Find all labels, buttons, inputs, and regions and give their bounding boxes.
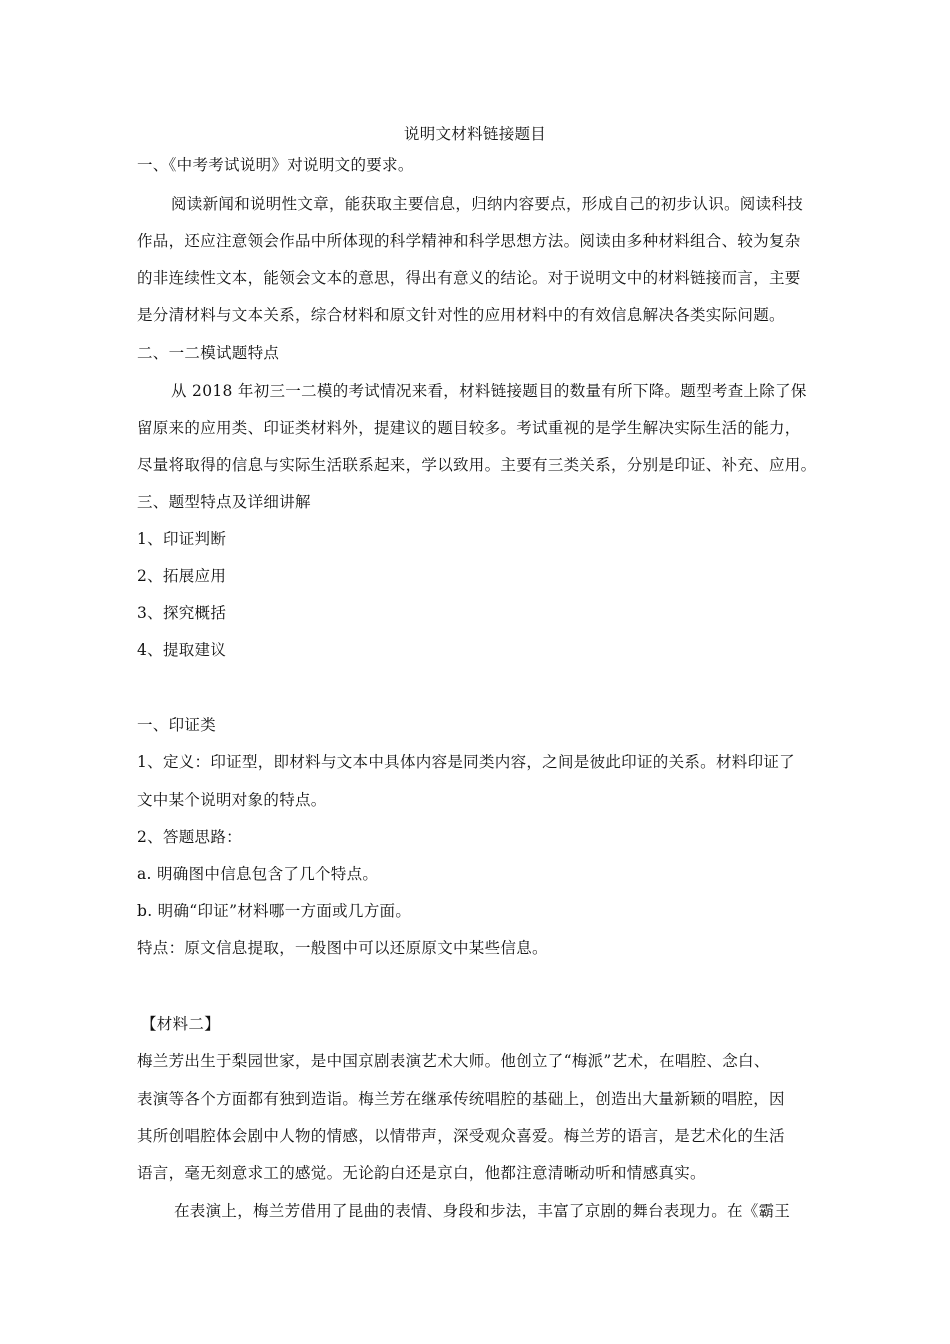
part-1-definition-line-1: 1、定义：印证型，即材料与文本中具体内容是同类内容，之间是彼此印证的关系。材料印证了 xyxy=(137,753,795,771)
document-title: 说明文材料链接题目 xyxy=(403,125,547,143)
section-2-line-3: 尽量将取得的信息与实际生活联系起来，学以致用。主要有三类关系，分别是印证、补充、应用。 xyxy=(137,456,817,474)
material-line-4: 语言，毫无刻意求工的感觉。无论韵白还是京白，他都注意清晰动听和情感真实。 xyxy=(137,1164,706,1182)
part-1-heading: 一、印证类 xyxy=(137,716,217,734)
part-1-approach: 2、答题思路： xyxy=(137,828,242,846)
section-3-item-4: 4、提取建议 xyxy=(137,641,227,659)
material-line-3: 其所创唱腔体会剧中人物的情感，以情带声，深受观众喜爱。梅兰芳的语言，是艺术化的生活 xyxy=(137,1127,785,1145)
section-3-item-2: 2、拓展应用 xyxy=(137,567,227,585)
part-1-step-b: b. 明确“印证”材料哪一方面或几方面。 xyxy=(137,902,412,920)
material-line-5: 在表演上，梅兰芳借用了昆曲的表情、身段和步法，丰富了京剧的舞台表现力。在《霸王 xyxy=(174,1202,791,1220)
section-1-line-1: 阅读新闻和说明性文章，能获取主要信息，归纳内容要点，形成自己的初步认识。阅读科技 xyxy=(171,195,804,213)
material-heading: 【材料二】 xyxy=(141,1015,221,1033)
section-1-line-4: 是分清材料与文本关系，综合材料和原文针对性的应用材料中的有效信息解决各类实际问题。 xyxy=(137,306,785,324)
section-3-item-1: 1、印证判断 xyxy=(137,530,227,548)
part-1-definition-line-2: 文中某个说明对象的特点。 xyxy=(137,791,327,809)
section-1-line-3: 的非连续性文本，能领会文本的意思，得出有意义的结论。对于说明文中的材料链接而言，主要 xyxy=(137,269,801,287)
section-3-heading: 三、题型特点及详细讲解 xyxy=(137,493,311,511)
part-1-step-a: a. 明确图中信息包含了几个特点。 xyxy=(137,865,379,883)
section-1-heading: 一、《中考考试说明》对说明文的要求。 xyxy=(137,156,414,174)
section-2-line-1: 从 2018 年初三一二模的考试情况来看，材料链接题目的数量有所下降。题型考查上除了保 xyxy=(171,382,807,400)
material-line-2: 表演等各个方面都有独到造诣。梅兰芳在继承传统唱腔的基础上，创造出大量新颖的唱腔，因 xyxy=(137,1090,785,1108)
section-2-line-2: 留原来的应用类、印证类材料外，提建议的题目较多。考试重视的是学生解决实际生活的能力， xyxy=(137,419,801,437)
part-1-feature: 特点：原文信息提取，一般图中可以还原原文中某些信息。 xyxy=(137,939,548,957)
section-2-heading: 二、一二模试题特点 xyxy=(137,344,280,362)
section-3-item-3: 3、探究概括 xyxy=(137,604,227,622)
material-line-1: 梅兰芳出生于梨园世家，是中国京剧表演艺术大师。他创立了“梅派”艺术，在唱腔、念白、 xyxy=(137,1052,770,1070)
section-1-line-2: 作品，还应注意领会作品中所体现的科学精神和科学思想方法。阅读由多种材料组合、较为复杂 xyxy=(137,232,801,250)
